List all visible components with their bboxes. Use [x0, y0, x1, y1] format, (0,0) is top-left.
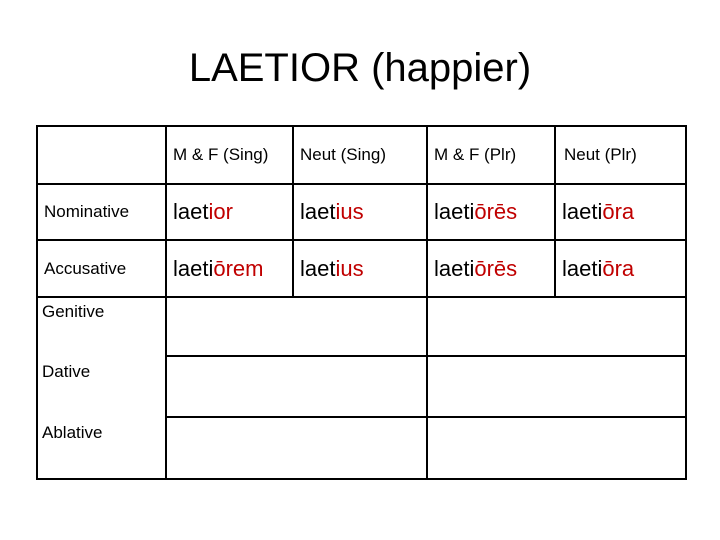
- table-row-nominative: [37, 184, 686, 240]
- empty-cell: [166, 356, 427, 417]
- header-mf-sing: M & F (Sing): [166, 126, 293, 184]
- page-title: LAETIOR (happier): [188, 46, 532, 90]
- header-corner-cell: [37, 126, 166, 184]
- form-cell: [293, 240, 427, 297]
- empty-cell: [166, 297, 427, 356]
- other-cases-cell: [37, 297, 166, 479]
- declension-table: [36, 125, 687, 480]
- form-stem: laeti: [562, 255, 603, 281]
- form-stem: laeti: [434, 255, 475, 281]
- form-cell: [293, 184, 427, 240]
- empty-cell: [427, 297, 686, 356]
- form-stem: laet: [300, 255, 336, 281]
- form-stem: laeti: [434, 199, 475, 224]
- row-label-dative: Dative: [42, 362, 91, 381]
- header-neut-plr: Neut (Plr): [555, 126, 686, 184]
- form-cell: [166, 240, 293, 297]
- row-label-ablative: Ablative: [42, 423, 103, 442]
- form-ending: ōra: [602, 255, 635, 281]
- empty-cell: [166, 417, 427, 479]
- form-stem: laet: [300, 199, 336, 224]
- row-label-nominative: Nominative: [37, 184, 166, 240]
- table-row-accusative: [37, 240, 686, 297]
- form-ending: ōrēs: [474, 199, 518, 224]
- form-stem: laet: [173, 199, 209, 224]
- form-ending: ius: [335, 255, 364, 281]
- header-neut-sing: Neut (Sing): [293, 126, 427, 184]
- row-label-accusative: Accusative: [37, 240, 166, 297]
- empty-cell: [427, 417, 686, 479]
- empty-cell: [427, 356, 686, 417]
- form-cell: [555, 240, 686, 297]
- form-ending: ōrēs: [474, 255, 518, 281]
- form-cell: [166, 184, 293, 240]
- form-ending: ōra: [602, 199, 635, 224]
- row-label-genitive: Genitive: [42, 302, 105, 321]
- form-cell: [427, 240, 555, 297]
- header-mf-plr: M & F (Plr): [427, 126, 555, 184]
- form-ending: ior: [208, 199, 233, 224]
- form-ending: ōrem: [213, 255, 264, 281]
- form-cell: [555, 184, 686, 240]
- table-row-genitive: [37, 297, 686, 356]
- form-ending: ius: [335, 199, 364, 224]
- form-cell: [427, 184, 555, 240]
- form-stem: laeti: [173, 255, 214, 281]
- header-row: [37, 126, 686, 184]
- form-stem: laeti: [562, 199, 603, 224]
